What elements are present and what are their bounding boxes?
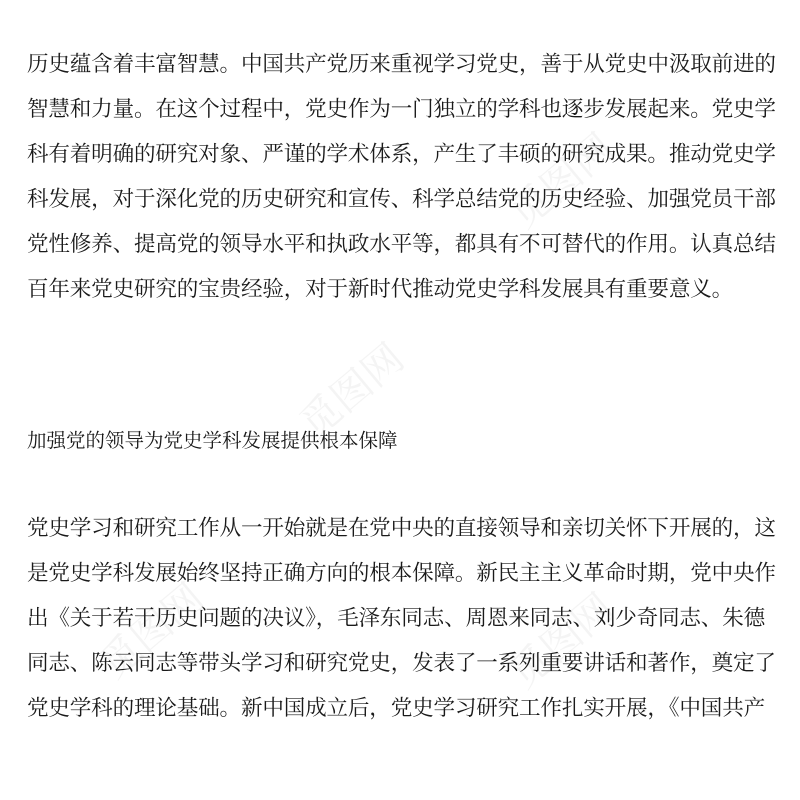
text-line: 科发展，对于深化党的历史研究和宣传、科学总结党的历史经验、加强党员干部 <box>27 187 776 212</box>
watermark: 觅图网 <box>291 334 413 448</box>
text-line: 同志、陈云同志等带头学习和研究党史，发表了一系列重要讲话和著作，奠定了 <box>27 651 776 676</box>
text-line: 是党史学科发展始终坚持正确方向的根本保障。新民主主义革命时期，党中央作 <box>27 561 776 586</box>
text-line: 百年来党史研究的宝贵经验，对于新时代推动党史学科发展具有重要意义。 <box>27 277 733 302</box>
paragraph-body <box>27 506 777 731</box>
text-line: 历史蕴含着丰富智慧。中国共产党历来重视学习党史，善于从党史中汲取前进的 <box>27 52 776 77</box>
watermark: 觅图网 <box>91 574 213 688</box>
text-line: 党史学科的理论基础。新中国成立后，党史学习研究工作扎实开展，《中国共产 <box>27 696 765 721</box>
text-line: 科有着明确的研究对象、严谨的学术体系，产生了丰硕的研究成果。推动党史学 <box>27 142 776 167</box>
watermark: 觅图网 <box>501 584 623 698</box>
section-heading: 加强党的领导为党史学科发展提供根本保障 <box>27 429 398 452</box>
text-line: 党性修养、提高党的领导水平和执政水平等，都具有不可替代的作用。认真总结 <box>27 232 776 257</box>
paragraph-intro <box>27 42 777 312</box>
text-line: 出《关于若干历史问题的决议》，毛泽东同志、周恩来同志、刘少奇同志、朱德 <box>27 606 765 631</box>
text-line: 党史学习和研究工作从一开始就是在党中央的直接领导和亲切关怀下开展的，这 <box>27 516 776 541</box>
watermark: 觅图网 <box>501 124 623 238</box>
text-line: 智慧和力量。在这个过程中，党史作为一门独立的学科也逐步发展起来。党史学 <box>27 97 776 122</box>
